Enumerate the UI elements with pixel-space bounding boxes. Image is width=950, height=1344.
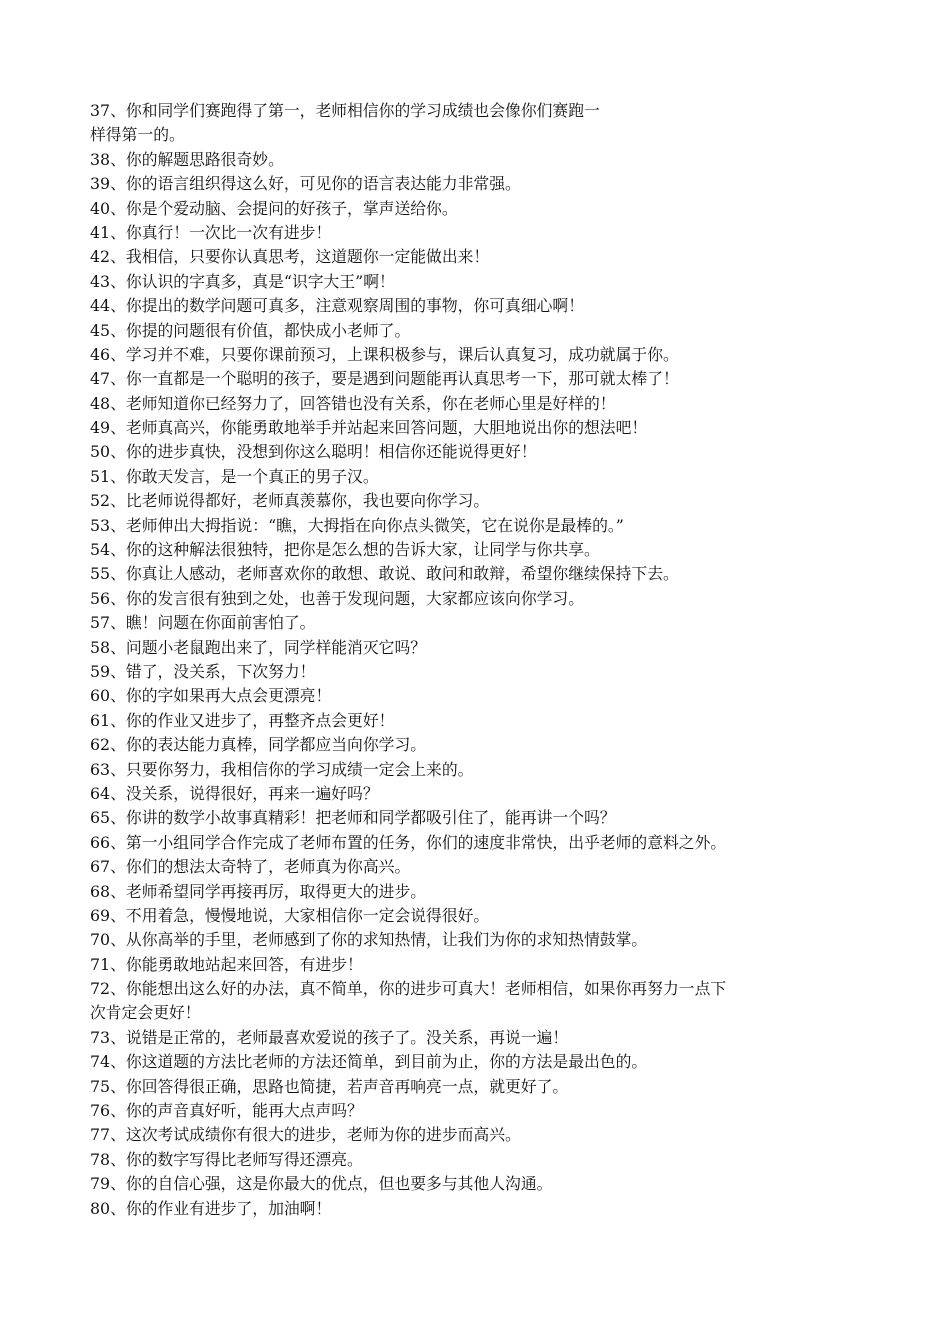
text-line: 67、你们的想法太奇特了，老师真为你高兴。 [90, 857, 411, 877]
text-line: 61、你的作业又进步了，再整齐点会更好！ [90, 710, 395, 730]
text-line: 79、你的自信心强，这是你最大的优点，但也要多与其他人沟通。 [90, 1174, 553, 1194]
text-line: 80、你的作业有进步了，加油啊！ [90, 1198, 332, 1218]
text-line: 52、比老师说得都好，老师真羡慕你，我也要向你学习。 [90, 491, 490, 511]
text-line: 58、问题小老鼠跑出来了，同学样能消灭它吗？ [90, 637, 427, 657]
text-line: 47、你一直都是一个聪明的孩子，要是遇到问题能再认真思考一下，那可就太棒了！ [90, 369, 679, 389]
text-line: 45、你提的问题很有价值，都快成小老师了。 [90, 320, 411, 340]
text-line: 62、你的表达能力真棒，同学都应当向你学习。 [90, 735, 427, 755]
text-line: 72、你能想出这么好的办法，真不简单，你的进步可真大！老师相信，如果你再努力一点下 [90, 979, 727, 999]
text-line: 57、瞧！问题在你面前害怕了。 [90, 613, 316, 633]
text-line: 64、没关系，说得很好，再来一遍好吗？ [90, 783, 379, 803]
text-line: 66、第一小组同学合作完成了老师布置的任务，你们的速度非常快，出乎老师的意料之外。 [90, 832, 727, 852]
text-line: 48、老师知道你已经努力了，回答错也没有关系，你在老师心里是好样的！ [90, 393, 616, 413]
text-line: 77、这次考试成绩你有很大的进步，老师为你的进步而高兴。 [90, 1125, 521, 1145]
text-line: 39、你的语言组织得这么好，可见你的语言表达能力非常强。 [90, 174, 521, 194]
text-line: 42、我相信，只要你认真思考，这道题你一定能做出来！ [90, 247, 490, 267]
text-line: 69、不用着急，慢慢地说，大家相信你一定会说得很好。 [90, 905, 490, 925]
text-line: 78、你的数字写得比老师写得还漂亮。 [90, 1149, 363, 1169]
text-line: 38、你的解题思路很奇妙。 [90, 149, 284, 169]
text-line: 50、你的进步真快，没想到你这么聪明！相信你还能说得更好！ [90, 442, 537, 462]
text-line: 56、你的发言很有独到之处，也善于发现问题，大家都应该向你学习。 [90, 588, 585, 608]
document-page [90, 99, 870, 1221]
text-line: 49、老师真高兴，你能勇敢地举手并站起来回答问题，大胆地说出你的想法吧！ [90, 418, 648, 438]
text-line: 43、你认识的字真多，真是“识字大王”啊！ [90, 271, 395, 291]
text-line: 65、你讲的数学小故事真精彩！把老师和同学都吸引住了，能再讲一个吗？ [90, 808, 616, 828]
text-line: 74、你这道题的方法比老师的方法还简单，到目前为止，你的方法是最出色的。 [90, 1052, 648, 1072]
text-line: 44、你提出的数学问题可真多，注意观察周围的事物，你可真细心啊！ [90, 296, 585, 316]
text-line: 次肯定会更好！ [90, 1003, 201, 1023]
text-line: 46、学习并不难，只要你课前预习，上课积极参与，课后认真复习，成功就属于你。 [90, 344, 679, 364]
text-line: 76、你的声音真好听，能再大点声吗？ [90, 1101, 363, 1121]
text-line: 40、你是个爱动脑、会提问的好孩子，掌声送给你。 [90, 198, 458, 218]
text-line: 59、错了，没关系，下次努力！ [90, 661, 316, 681]
text-line: 41、你真行！一次比一次有进步！ [90, 222, 332, 242]
text-line: 70、从你高举的手里，老师感到了你的求知热情，让我们为你的求知热情鼓掌。 [90, 930, 648, 950]
text-line: 样得第一的。 [90, 125, 185, 145]
text-line: 75、你回答得很正确，思路也简捷，若声音再响亮一点，就更好了。 [90, 1076, 569, 1096]
text-line: 53、老师伸出大拇指说：“瞧，大拇指在向你点头微笑，它在说你是最棒的。” [90, 515, 624, 535]
text-line: 51、你敢天发言，是一个真正的男子汉。 [90, 466, 379, 486]
text-line: 60、你的字如果再大点会更漂亮！ [90, 686, 332, 706]
text-line: 68、老师希望同学再接再厉，取得更大的进步。 [90, 881, 427, 901]
text-line: 54、你的这种解法很独特，把你是怎么想的告诉大家，让同学与你共享。 [90, 540, 600, 560]
text-line: 71、你能勇敢地站起来回答，有进步！ [90, 954, 363, 974]
text-line: 37、你和同学们赛跑得了第一，老师相信你的学习成绩也会像你们赛跑一 [90, 101, 600, 120]
text-line: 55、你真让人感动，老师喜欢你的敢想、敢说、敢问和敢辩，希望你继续保持下去。 [90, 564, 679, 584]
text-line: 63、只要你努力，我相信你的学习成绩一定会上来的。 [90, 759, 474, 779]
text-line: 73、说错是正常的，老师最喜欢爱说的孩子了。没关系，再说一遍！ [90, 1027, 569, 1047]
